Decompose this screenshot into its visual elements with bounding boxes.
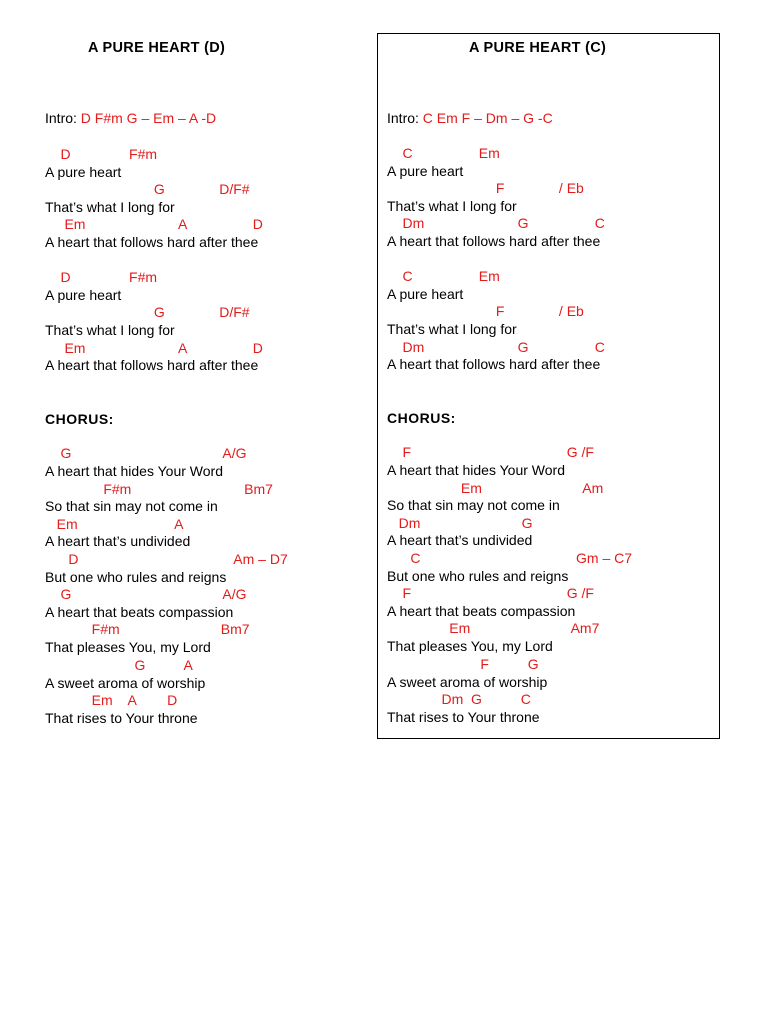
intro-label: Intro: <box>387 110 423 126</box>
intro-progression: C Em F – Dm – G -C <box>422 110 553 126</box>
lyric-line: A pure heart <box>45 164 122 180</box>
chord-line: Em A <box>45 516 184 532</box>
chord-line: F / Eb <box>387 180 584 196</box>
intro-label: Intro: <box>45 110 81 126</box>
lyric-line: A pure heart <box>387 163 464 179</box>
chord-line: Dm G C <box>387 691 531 707</box>
chorus-heading: CHORUS: <box>387 410 456 426</box>
lyric-line: A heart that follows hard after thee <box>387 233 601 249</box>
chord-line: F#m Bm7 <box>45 481 273 497</box>
lyric-line: A pure heart <box>45 287 122 303</box>
chord-line: D F#m <box>45 146 158 162</box>
chord-sheet-d <box>0 0 370 760</box>
lyric-line: A heart that follows hard after thee <box>45 234 259 250</box>
lyric-line: But one who rules and reigns <box>387 568 569 584</box>
chord-line: F G /F <box>387 585 594 601</box>
lyric-line: A heart that’s undivided <box>45 533 191 549</box>
lyric-line: That’s what I long for <box>387 198 517 214</box>
lyric-line: A heart that’s undivided <box>387 532 533 548</box>
chord-line: G A/G <box>45 445 247 461</box>
chord-line: F#m Bm7 <box>45 621 250 637</box>
chord-line: F G <box>387 656 539 672</box>
chord-line: G A <box>45 657 193 673</box>
lyric-line: So that sin may not come in <box>45 498 218 514</box>
chorus-heading: CHORUS: <box>45 411 114 427</box>
lyric-line: A heart that hides Your Word <box>45 463 223 479</box>
chord-line: Em A D <box>45 340 263 356</box>
lyric-line: But one who rules and reigns <box>45 569 227 585</box>
lyric-line: A heart that follows hard after thee <box>45 357 259 373</box>
lyric-line: That’s what I long for <box>45 322 175 338</box>
chord-line: D Am – D7 <box>45 551 288 567</box>
lyric-line: A heart that follows hard after thee <box>387 356 601 372</box>
lyric-line: A heart that beats compassion <box>45 604 234 620</box>
lyric-line: That pleases You, my Lord <box>387 638 553 654</box>
lyric-line: That’s what I long for <box>45 199 175 215</box>
chord-line: F G /F <box>387 444 594 460</box>
chord-line: Em Am7 <box>387 620 600 636</box>
chord-line: Dm G C <box>387 215 605 231</box>
intro-line <box>45 110 216 126</box>
lyric-line: A sweet aroma of worship <box>45 675 206 691</box>
lyric-line: That rises to Your throne <box>387 709 540 725</box>
chord-line: Dm G <box>387 515 533 531</box>
lyric-line: A heart that beats compassion <box>387 603 576 619</box>
intro-line <box>387 110 553 126</box>
song-title: A PURE HEART (C) <box>469 40 607 56</box>
lyric-line: A sweet aroma of worship <box>387 674 548 690</box>
lyric-line: So that sin may not come in <box>387 497 560 513</box>
chord-line: F / Eb <box>387 303 584 319</box>
chord-line: G D/F# <box>45 181 250 197</box>
lyric-line: That’s what I long for <box>387 321 517 337</box>
chord-line: C Gm – C7 <box>387 550 633 566</box>
chord-line: C Em <box>387 268 500 284</box>
chord-line: Em Am <box>387 480 604 496</box>
chord-line: D F#m <box>45 269 158 285</box>
song-title: A PURE HEART (D) <box>88 40 226 56</box>
lyric-line: That pleases You, my Lord <box>45 639 211 655</box>
chord-line: Em A D <box>45 216 263 232</box>
chord-sheet-c <box>377 33 720 739</box>
lyric-line: That rises to Your throne <box>45 710 198 726</box>
intro-progression: D F#m G – Em – A -D <box>80 110 217 126</box>
chord-line: C Em <box>387 145 500 161</box>
lyric-line: A heart that hides Your Word <box>387 462 565 478</box>
chord-line: Dm G C <box>387 339 605 355</box>
chord-line: Em A D <box>45 692 178 708</box>
lyric-line: A pure heart <box>387 286 464 302</box>
chord-line: G D/F# <box>45 304 250 320</box>
chord-line: G A/G <box>45 586 247 602</box>
